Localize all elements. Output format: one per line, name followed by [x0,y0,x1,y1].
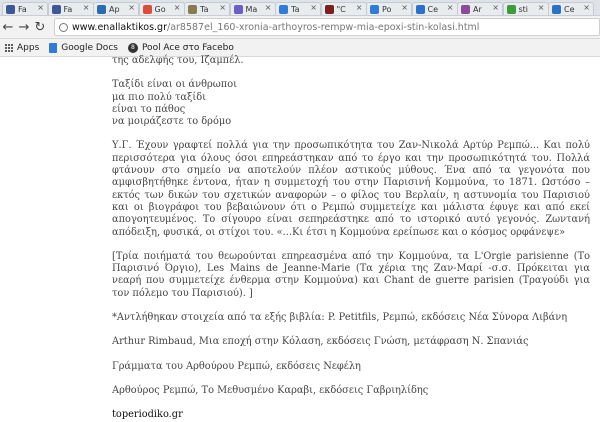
browser-chrome [0,0,600,57]
tab-title: Ar [473,4,482,14]
tab-close-icon[interactable]: × [310,3,317,12]
apps-grid-icon [4,43,13,52]
tab-close-icon[interactable]: × [492,3,499,12]
tab-favicon-icon [52,5,61,14]
browser-tab[interactable] [321,2,367,15]
poem-line: να μοιράζεστε το δρόμο [112,116,232,128]
browser-tab[interactable] [366,2,412,15]
tab-title: Ap [109,4,120,14]
browser-tab[interactable] [412,2,458,15]
pool-ace-icon: 8 [128,43,138,53]
tab-favicon-icon [143,5,152,14]
tab-title: sti [518,4,529,14]
back-button[interactable]: ← [2,19,14,35]
tab-favicon-icon [370,5,379,14]
tab-title: Ma [245,4,258,14]
postscript-paragraph: Υ.Γ. Έχουν γραφτεί πολλά για την προσωπικότητα του Ζαν-Νικολά Αρτύρ Ρεμπώ... Και πολύ περισσότερα για όλους όσοι επηρεάστηκαν από το έργο και την προσωπικότητά του. Πολλά φτάνουν στο σημείο να αποτελούν πλέον αστικούς μύθους. Ένα από τα γεγονότα που αμφισβητήθηκε έντονα, ήταν η συμμετοχή του στην Παρισινή Κομμούνα, το 1871. Ωστόσο – εκτός των δικών του σχετικών αναφορών – ο φίλος του Βερλαίν, η αστυνομία του Παρισιού και οι βιογράφοι του βεβαιώνουν ότι ο Ρεμπώ συμμετείχε και μάλιστα έφυγε και από εκεί απογοητευμένος. Το σίγουρο είναι σεπηρεάστηκε από το ιστορικό αυτό γεγονός. Ζωντανή απόδειξη, φυσικά, οι στίχοι του. «...Κι έτσι η Κομμούνα ερείπωσε και ο κόσμος ορφάνεψε» [112,140,590,238]
browser-tab[interactable] [139,2,185,15]
tab-title: Ce [427,4,439,14]
bookmark-apps-label: Apps [17,42,40,53]
footer-site-link[interactable]: toperiodiko.gr [112,409,183,421]
tab-close-icon[interactable]: × [583,3,590,12]
browser-tab[interactable] [457,2,503,15]
source-item: Γράμματα του Αρθούρου Ρεμπώ, εκδόσεις Νεφέλη [112,360,361,372]
browser-tab[interactable] [93,2,139,15]
tab-close-icon[interactable]: × [401,3,408,12]
reload-button[interactable]: ↻ [34,19,46,35]
tab-close-icon[interactable]: × [264,3,272,12]
browser-tab[interactable] [548,2,594,15]
tab-favicon-icon [461,5,470,14]
tab-favicon-icon [97,5,106,14]
url-path: /ar8587el_160-xronia-arthoyros-rempw-mia-epoxi-stin-kolasi.html [167,21,480,33]
address-bar[interactable] [54,18,600,36]
browser-tab[interactable] [2,2,48,15]
tab-favicon-icon [234,5,243,14]
browser-tab[interactable] [48,2,94,15]
tab-close-icon[interactable]: × [82,3,90,12]
tab-favicon-icon [6,5,15,14]
tab-close-icon[interactable]: × [446,3,454,12]
poem [0,79,590,128]
tab-close-icon[interactable]: × [173,3,181,12]
tab-close-icon[interactable]: × [128,3,135,12]
tab-title: Po [382,4,392,14]
bookmark-pool-ace[interactable] [128,43,234,53]
tab-title: "C [336,4,346,14]
poems-paragraph: [Τρία ποιήματά του θεωρούνται επηρεασμένα από την Κομμούνα, τα L'Orgie parisienne (Το Παρισινό Όργιο), Les Mains de Jeanne-Marie (Τα χέρια της Ζαν-Μαρί -σ.σ. Πρόκειται για νεαρή που συμμετείχε ένθερμα στην Κομμούνα) και Chant de guerre parisien (Τραγούδι για τον πόλεμο του Παρισιού). ] [112,250,590,299]
google-docs-icon [49,43,57,53]
browser-tab[interactable] [184,2,230,15]
tab-favicon-icon [325,5,334,14]
bookmark-google-docs[interactable] [49,43,118,53]
tab-title: Ce [564,4,575,14]
url-host: www.enallaktikos.gr [72,21,167,33]
forward-button[interactable]: → [18,19,30,35]
poem-line: μα πιο πολύ ταξίδι [112,91,207,103]
sources-intro: *Αντλήθηκαν στοιχεία από τα εξής βιβλία: P. Petitfils, Ρεμπώ, εκδόσεις Νέα Σύνορα Λιβάνη [112,312,568,324]
browser-tab[interactable] [503,2,549,15]
source-item: Αρθούρος Ρεμπώ, Το Μεθυσμένο Καραβι, εκδόσεις Γαβριηλίδης [112,384,429,396]
tab-favicon-icon [416,5,425,14]
poem-line: Ταξίδι είναι οι άνθρωποι [112,79,237,91]
tab-title: Go [154,4,166,14]
toolbar [0,16,600,39]
bookmark-pool-ace-label: Pool Ace στο Facebo [141,42,234,53]
page-info-icon[interactable] [59,23,68,32]
poem-line: είναι το πάθος [112,103,186,115]
tab-close-icon[interactable]: × [537,3,545,12]
browser-tab[interactable] [275,2,321,15]
browser-tab[interactable] [230,2,276,15]
tab-close-icon[interactable]: × [355,3,363,12]
tab-close-icon[interactable]: × [37,3,44,12]
tab-title: Fa [18,4,27,14]
tab-favicon-icon [279,5,288,14]
article-body [0,55,600,422]
tab-close-icon[interactable]: × [219,3,226,12]
tab-title: Fa [63,4,73,14]
tab-strip [0,0,600,16]
bookmark-apps[interactable] [4,43,39,53]
tab-title: Ta [200,4,209,14]
tab-favicon-icon [507,5,516,14]
tab-title: Ta [291,4,300,14]
tab-favicon-icon [188,5,197,14]
bookmark-google-docs-label: Google Docs [61,42,118,53]
tab-favicon-icon [552,5,561,14]
source-item: Arthur Rimbaud, Μια εποχή στην Κόλαση, εκδόσεις Γνώση, μετάφραση Ν. Σπανιάς [112,336,529,348]
top-line: της αδελφής του, Ιζαμπέλ. [112,55,244,66]
